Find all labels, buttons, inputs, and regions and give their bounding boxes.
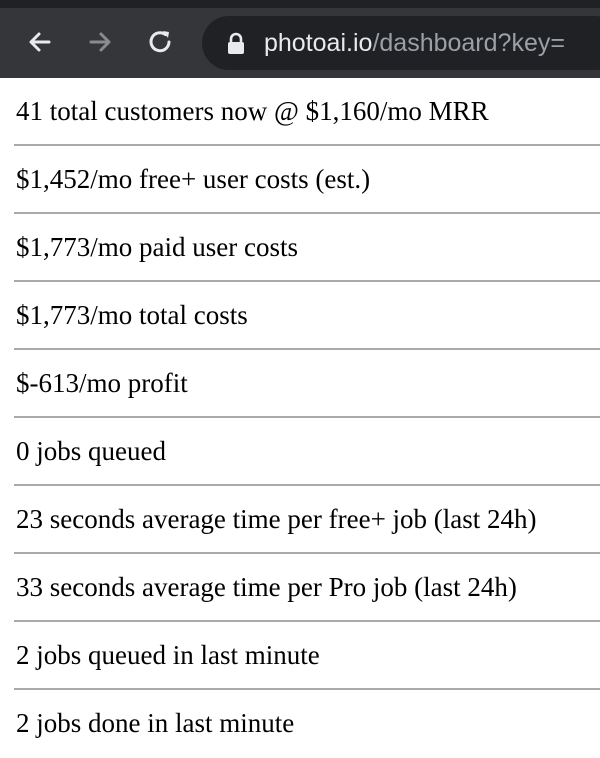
stat-jobs-queued: 0 jobs queued: [14, 418, 600, 486]
stat-pro-job-time: 33 seconds average time per Pro job (last 24h): [14, 554, 600, 622]
url-host: photoai.io: [264, 29, 373, 57]
url-path: /dashboard?key=: [372, 29, 565, 57]
stat-total-costs: $1,773/mo total costs: [14, 282, 600, 350]
reload-icon: [146, 28, 174, 56]
lock-icon: [226, 32, 246, 56]
stat-free-job-time: 23 seconds average time per free+ job (last 24h): [14, 486, 600, 554]
url-text: [264, 16, 565, 70]
stat-jobs-done-last-minute: 2 jobs done in last minute: [16, 708, 295, 738]
stat-profit: $-613/mo profit: [14, 350, 600, 418]
stat-paid-user-costs: $1,773/mo paid user costs: [14, 214, 600, 282]
browser-toolbar: [0, 0, 600, 78]
address-bar[interactable]: [202, 16, 600, 70]
forward-button[interactable]: [80, 20, 120, 64]
stat-free-user-costs: $1,452/mo free+ user costs (est.): [14, 146, 600, 214]
dashboard-stats-list: [0, 78, 600, 758]
arrow-left-icon: [27, 29, 53, 55]
stat-customers-mrr: 41 total customers now @ $1,160/mo MRR: [14, 78, 600, 146]
back-button[interactable]: [20, 20, 60, 64]
arrow-right-icon: [87, 29, 113, 55]
stat-jobs-queued-last-minute: 2 jobs queued in last minute: [14, 622, 600, 690]
reload-button[interactable]: [140, 20, 180, 64]
